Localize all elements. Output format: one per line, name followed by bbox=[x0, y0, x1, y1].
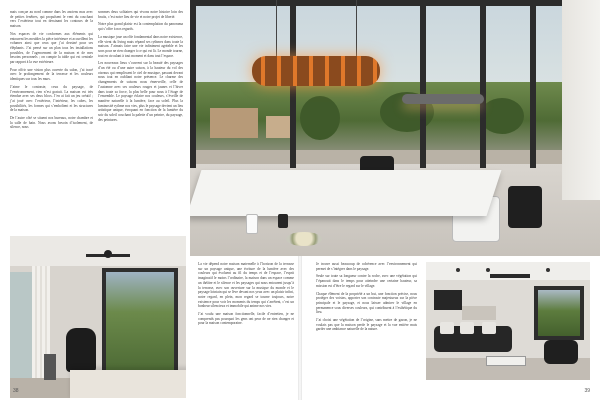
cushion bbox=[460, 322, 474, 334]
paragraph: J’ai voulu une maison fonctionnelle, facile d’entretien, je ne comprends pas pourquoi les gens ont peur de ne rien changer et pour la maison contemporaine. bbox=[198, 312, 294, 326]
text-column-1 bbox=[10, 10, 93, 133]
terrace bbox=[190, 150, 600, 164]
pendant-lamp bbox=[252, 56, 380, 86]
living-room-photo bbox=[426, 262, 590, 380]
ceiling-fan-icon bbox=[490, 274, 530, 278]
window bbox=[10, 272, 32, 382]
window-mullion bbox=[190, 0, 196, 168]
paragraph: J’aime le contraste, ceux du paysage, de l’environnement, rien n’est gratuit. La maison est très étendue avec ses deux blocs. J’en ai fait un jeu créatif ; j’ai joué avec l’extérieur, l’intérieur, les cubes, les possibilités, les formes qui s’emboîtent et les structures de la maison. bbox=[10, 84, 93, 113]
paragraph: La vie dépend notre maison maternelle à l’horizon de la terrasse sur un paysage unique, une écriture de la lumière avec des couleurs qui évoluent au fil du temps et de l’espace, l’esprit imaginatif le moins l’ordinaire, la maison dans un espace comme un théâtre et le silence et les paysages qui nous entourent jusqu’à la terrasse, avec son ouverture sur la musique du monde et le paysage lointain qui se lève devant nos yeux avec un plaisir infini, notre regard, en plein, mon regard se tourne toujours, notre existence pour voir les moments du temps qui s’arrêtent, c’est un bonheur silencieux et immobile qui anime nos vies. bbox=[198, 262, 294, 309]
page-number-right: 39 bbox=[584, 388, 590, 394]
garden-view bbox=[538, 290, 580, 336]
window-mullion bbox=[530, 0, 536, 168]
lamp-cord bbox=[356, 0, 357, 56]
tree bbox=[300, 96, 340, 140]
bedroom-photo bbox=[10, 236, 186, 398]
village-house bbox=[210, 108, 258, 138]
spotlight-icon bbox=[546, 268, 550, 272]
tree bbox=[480, 98, 524, 134]
text-column-3 bbox=[198, 262, 294, 329]
armchair bbox=[66, 328, 96, 372]
armchair bbox=[544, 340, 578, 364]
dining-chair bbox=[508, 186, 542, 228]
paragraph: La musique joue un rôle fondamental dans notre existence, elle vient du living mais répand ses rythmes dans toute la maison. J’aimais faire une vie infiniment agréable et les sons pour ne rien changer à ce qui est là. Le monde tourne, tout en circulant à tout moment et dans tout l’espace. bbox=[98, 34, 183, 58]
television bbox=[434, 290, 462, 310]
paragraph: Seule sur toute sa longueur contre la roche, avec une végétation qui l’épanouit dans le temps pour atteindre une certaine hauteur, sa mission est d’être le regard sur le village. bbox=[316, 274, 417, 288]
vase bbox=[278, 214, 288, 228]
window-frame bbox=[190, 0, 562, 6]
paragraph: Chaque élément de la propriété a un but, une fonction précise, nous protéger des voisins, apporter son contraste majestueux sur la pièce principale et le paysage, et nous laisser admirer le village en permanence sous diverses couleurs, qui contribuent à l’esthétique du lieu. bbox=[316, 291, 417, 315]
pendant-lamp bbox=[402, 94, 484, 104]
window-mullion bbox=[420, 0, 426, 168]
paragraph: Pour offrir une vision plus ouverte du salon, j’ai tracé avec le prolongement de la terrasse et les couleurs identiques sur tous les murs. bbox=[10, 67, 93, 82]
paragraph: mais conçue au nord comme dans les anciens mas avec de petites fenêtres, qui propulsent le vent du couchant vers l’extérieur tout en dessinant les contours de la maison. bbox=[10, 10, 93, 29]
paragraph: J’ai choisi une végétation de l’origine, sans mettre de gazon, je ne voulais pas que la maison perde le paysage et la vue entière mais garder une ambiance naturelle de la nature. bbox=[316, 318, 417, 332]
paragraph: sommes deux solitaires qui vivons notre histoire loin des bruits, c’est notre lieu de vie et notre projet de liberté. bbox=[98, 10, 183, 19]
window-mullion bbox=[480, 0, 486, 168]
coffee-table bbox=[486, 356, 526, 366]
dining-table bbox=[190, 170, 501, 216]
ceiling-fan-icon bbox=[86, 250, 130, 260]
candle bbox=[246, 214, 258, 234]
wall bbox=[562, 0, 600, 200]
dining-room-photo bbox=[190, 0, 600, 256]
text-column-4 bbox=[316, 262, 417, 335]
paragraph: Notre plus grand plaisir est la contemplation du panorama qui s’offre à nos regards. bbox=[98, 22, 183, 32]
paragraph: Les nouveaux lieux s’ouvrent sur la beauté des paysages d’un été ou d’une autre saison, à la hauteur du vol des oiseaux qui remplissent le ciel de musique, passant devant nous tout en oubliant notre présence. Le charme des changements de saisons nous émerveille, celle de l’automne avec ses couleurs rouges et jaunes et l’hiver dans toute sa force, la plus belle pour nous à l’étage de l’ensemble. Le paysage éclaire nos couleurs, s’éveille de manière naturelle à la lumière, face au soleil. Plus la luminosité rythme nos vies, plus le paysage devient un lieu artistique unique, évoquant en fonction de la lumière du soir du soleil couchant la palette d’un peintre, du paysage, des peintures. bbox=[98, 61, 183, 122]
spotlight-icon bbox=[486, 268, 490, 272]
garden-view bbox=[106, 272, 174, 372]
side-table bbox=[44, 354, 56, 380]
cushion bbox=[440, 322, 454, 334]
shelf bbox=[462, 306, 496, 320]
paragraph: Nos espaces de vie conformes aux éléments qui entourent les meubles la pièce intérieure et accueillent les volumes ainsi que ceux que j’ai dessiné pour ses éléphants. J’ai pensé sur un plan tous les installations possibles, de l’agencement de la maison et de mes besoins personnels ; on compte la table qui est centrale par rapport à la vue extérieure. bbox=[10, 31, 93, 65]
text-column-2 bbox=[98, 10, 183, 125]
cushion bbox=[482, 322, 496, 334]
fruit-bowl bbox=[286, 232, 322, 246]
spotlight-icon bbox=[456, 268, 460, 272]
paragraph: De l’autre côté se situent nos bureaux, notre chambre et la salle de bain. Nous avons besoin d’isolement, de silence, nous bbox=[10, 116, 93, 130]
paragraph: Je trouve aussi beaucoup de cohérence avec l’environnement qui permet de s’intégrer dans le paysage. bbox=[316, 262, 417, 271]
page-number-left: 38 bbox=[13, 388, 19, 394]
bed bbox=[70, 370, 186, 398]
lamp-cord bbox=[276, 0, 277, 56]
